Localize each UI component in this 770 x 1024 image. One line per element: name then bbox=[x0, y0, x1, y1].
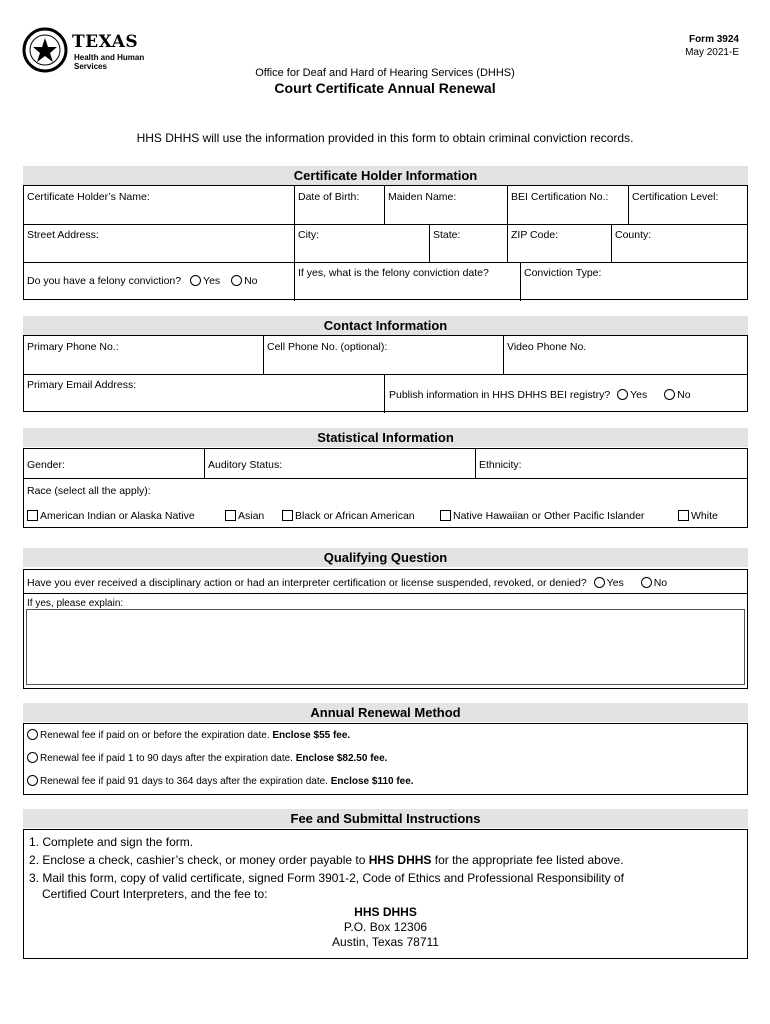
race-label: Race (select all the apply): bbox=[27, 485, 151, 497]
radio-icon[interactable] bbox=[27, 775, 38, 786]
cert-level-field[interactable]: Certification Level: bbox=[632, 191, 719, 203]
step2-payee: HHS DHHS bbox=[368, 853, 432, 867]
publish-question bbox=[386, 386, 694, 405]
race-option-asian[interactable] bbox=[222, 507, 267, 526]
section-heading-renewal: Annual Renewal Method bbox=[23, 703, 748, 722]
renewal-section bbox=[23, 723, 748, 795]
radio-icon[interactable] bbox=[617, 389, 628, 400]
section-heading-contact: Contact Information bbox=[23, 316, 748, 335]
radio-icon[interactable] bbox=[641, 577, 652, 588]
radio-icon[interactable] bbox=[594, 577, 605, 588]
form-date: May 2021-E bbox=[685, 47, 739, 58]
radio-icon[interactable] bbox=[27, 729, 38, 740]
publish-yes-label: Yes bbox=[630, 389, 648, 401]
page-title: Court Certificate Annual Renewal bbox=[274, 80, 496, 96]
race-option-american-indian[interactable] bbox=[24, 507, 198, 526]
intro-text: HHS DHHS will use the information provided in this form to obtain criminal conviction records. bbox=[136, 131, 634, 145]
renewal-option-text: Renewal fee if paid 91 days to 364 days after the expiration date. bbox=[40, 776, 331, 787]
email-field[interactable]: Primary Email Address: bbox=[27, 379, 137, 391]
radio-icon[interactable] bbox=[190, 275, 201, 286]
race-option-label: Asian bbox=[238, 510, 265, 522]
office-name: Office for Deaf and Hard of Hearing Services (DHHS) bbox=[255, 67, 515, 79]
logo-sub-line1: Health and Human bbox=[74, 53, 145, 62]
qualifying-no-label: No bbox=[653, 577, 668, 589]
race-option-white[interactable] bbox=[675, 507, 721, 526]
checkbox-icon[interactable] bbox=[225, 510, 236, 521]
renewal-option-1[interactable] bbox=[27, 729, 350, 741]
logo-texas-text: TEXAS bbox=[72, 32, 139, 52]
checkbox-icon[interactable] bbox=[27, 510, 38, 521]
renewal-option-fee: Enclose $82.50 fee. bbox=[295, 753, 388, 764]
felony-yes-label: Yes bbox=[203, 275, 221, 287]
qualifying-yes-label: Yes bbox=[606, 577, 624, 589]
checkbox-icon[interactable] bbox=[678, 510, 689, 521]
checkbox-icon[interactable] bbox=[282, 510, 293, 521]
instruction-step-2 bbox=[29, 852, 624, 868]
radio-icon[interactable] bbox=[27, 752, 38, 763]
radio-icon[interactable] bbox=[231, 275, 242, 286]
primary-phone-field[interactable]: Primary Phone No.: bbox=[27, 341, 119, 353]
qualifying-question-label: Have you ever received a disciplinary action or had an interpreter certification or license suspended, revoked, or denied? bbox=[27, 577, 587, 589]
maiden-name-field[interactable]: Maiden Name: bbox=[388, 191, 457, 203]
publish-no-option[interactable] bbox=[664, 389, 690, 401]
bei-cert-no-field[interactable]: BEI Certification No.: bbox=[511, 191, 609, 203]
county-field[interactable]: County: bbox=[615, 229, 652, 241]
form-number: Form 3924 bbox=[688, 34, 739, 45]
section-heading-holder: Certificate Holder Information bbox=[23, 166, 748, 185]
contact-section bbox=[23, 335, 748, 412]
section-heading-qualifying: Qualifying Question bbox=[23, 548, 748, 567]
zip-field[interactable]: ZIP Code: bbox=[511, 229, 559, 241]
qualifying-question bbox=[24, 574, 670, 593]
felony-date-field[interactable]: If yes, what is the felony conviction date? bbox=[298, 267, 489, 279]
felony-no-label: No bbox=[244, 275, 258, 287]
renewal-option-text: Renewal fee if paid 1 to 90 days after the expiration date. bbox=[40, 753, 296, 764]
gender-field[interactable]: Gender: bbox=[27, 459, 65, 471]
street-address-field[interactable]: Street Address: bbox=[27, 229, 99, 241]
explain-textarea[interactable] bbox=[26, 609, 745, 685]
dob-field[interactable]: Date of Birth: bbox=[298, 191, 360, 203]
section-heading-statistical: Statistical Information bbox=[23, 428, 748, 447]
state-field[interactable]: State: bbox=[433, 229, 461, 241]
explain-label: If yes, please explain: bbox=[27, 598, 124, 609]
ethnicity-field[interactable]: Ethnicity: bbox=[479, 459, 522, 471]
fee-section bbox=[23, 829, 748, 959]
step2-text-a: 2. Enclose a check, cashier’s check, or money order payable to bbox=[29, 853, 369, 867]
renewal-option-text: Renewal fee if paid on or before the expiration date. bbox=[40, 730, 273, 741]
race-option-label: Native Hawaiian or Other Pacific Islander bbox=[453, 510, 645, 522]
qualifying-section bbox=[23, 569, 748, 689]
statistical-section bbox=[23, 448, 748, 528]
checkbox-icon[interactable] bbox=[440, 510, 451, 521]
address-line-3: Austin, Texas 78711 bbox=[332, 935, 439, 949]
felony-yes-option[interactable] bbox=[190, 275, 220, 287]
logo-sub-line2: Services bbox=[74, 62, 107, 71]
publish-yes-option[interactable] bbox=[617, 389, 647, 401]
instruction-step-1: 1. Complete and sign the form. bbox=[29, 835, 194, 849]
step2-text-c: for the appropriate fee listed above. bbox=[431, 853, 624, 867]
address-line-2: P.O. Box 12306 bbox=[343, 920, 428, 934]
publish-question-label: Publish information in HHS DHHS BEI registry? bbox=[389, 389, 611, 401]
felony-question-label: Do you have a felony conviction? bbox=[27, 275, 182, 287]
qualifying-yes-option[interactable] bbox=[594, 577, 624, 589]
renewal-option-2[interactable] bbox=[27, 752, 387, 764]
city-field[interactable]: City: bbox=[298, 229, 319, 241]
address-line-1: HHS DHHS bbox=[354, 905, 417, 919]
race-option-label: White bbox=[691, 510, 718, 522]
section-heading-fee: Fee and Submittal Instructions bbox=[23, 809, 748, 828]
renewal-option-fee: Enclose $110 fee. bbox=[330, 776, 414, 787]
felony-question bbox=[24, 272, 261, 291]
race-option-label: American Indian or Alaska Native bbox=[40, 510, 195, 522]
conviction-type-field[interactable]: Conviction Type: bbox=[524, 267, 602, 279]
felony-no-option[interactable] bbox=[231, 275, 257, 287]
holder-section bbox=[23, 185, 748, 300]
instruction-step-3: 3. Mail this form, copy of valid certificate, signed Form 3901-2, Code of Ethics and Professional Responsibility of bbox=[29, 871, 624, 885]
radio-icon[interactable] bbox=[664, 389, 675, 400]
race-option-black[interactable] bbox=[279, 507, 418, 526]
renewal-option-3[interactable] bbox=[27, 775, 414, 787]
holder-name-field[interactable]: Certificate Holder’s Name: bbox=[27, 191, 150, 203]
video-phone-field[interactable]: Video Phone No. bbox=[507, 341, 587, 353]
race-option-pacific-islander[interactable] bbox=[437, 507, 647, 526]
qualifying-no-option[interactable] bbox=[641, 577, 667, 589]
renewal-option-fee: Enclose $55 fee. bbox=[272, 730, 351, 741]
cell-phone-field[interactable]: Cell Phone No. (optional): bbox=[267, 341, 388, 353]
race-option-label: Black or African American bbox=[295, 510, 415, 522]
publish-no-label: No bbox=[677, 389, 691, 401]
auditory-status-field[interactable]: Auditory Status: bbox=[208, 459, 283, 471]
instruction-step-3-cont: Certified Court Interpreters, and the fee to: bbox=[42, 887, 268, 901]
